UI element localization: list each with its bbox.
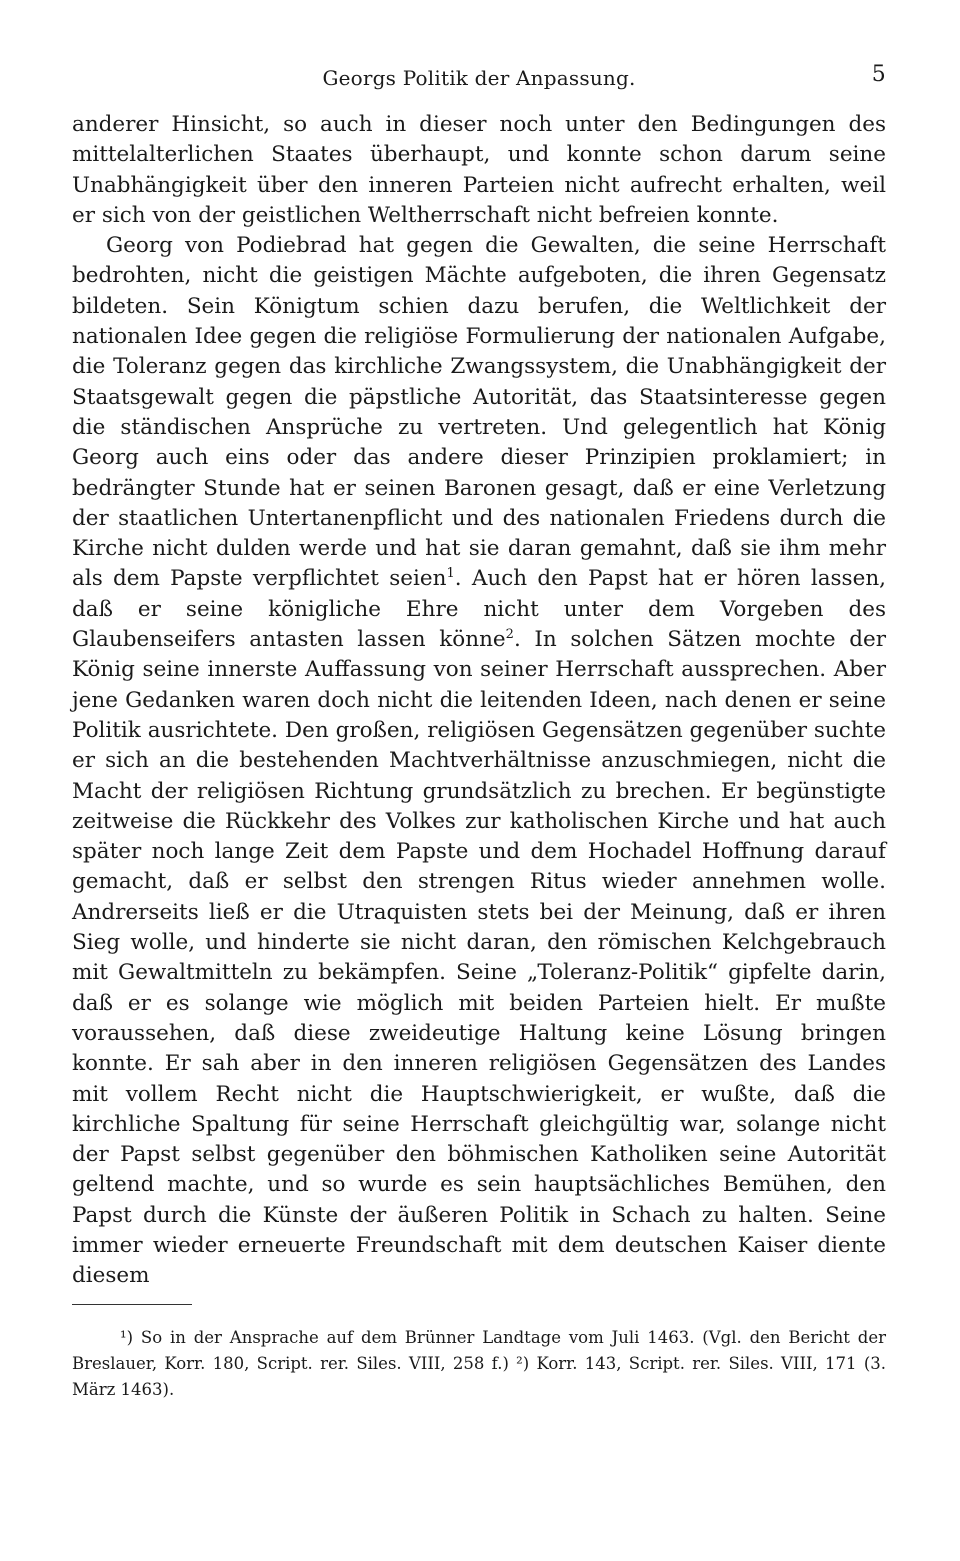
footnotes xyxy=(72,1325,886,1403)
paragraph-continued: anderer Hinsicht, so auch in dieser noch unter den Bedingungen des mittelalterlichen Staates überhaupt, und konnte schon darum seine Unabhängigkeit über den inneren Parteien nicht aufrecht erhalten, weil er sich von der geistlichen Weltherrschaft nicht befreien konnte. xyxy=(72,112,886,228)
footnote-text: ¹) So in der Ansprache auf dem Brünner Landtage vom Juli 1463. (Vgl. den Bericht der Breslauer, Korr. 180, Script. rer. Siles. VIII, 258 f.) ²) Korr. 143, Script. rer. Siles. VIII, 171 (3. März 1463). xyxy=(72,1327,886,1399)
main-text xyxy=(72,110,886,1292)
paragraph-text-part-3: . In solchen Sätzen mochte der König seine innerste Auffassung von seiner Herrschaft aussprechen. Aber jene Gedanken waren doch nicht die leitenden Ideen, nach denen er seine Politik ausrichtete. Den großen, religiösen Gegensätzen gegenüber suchte er sich an die bestehenden Machtverhältnisse anzuschmiegen, nicht die Macht der religiösen Richtung grundsätzlich zu brechen. Er begünstigte zeitweise die Rückkehr des Volkes zur katholischen Kirche und hat auch später noch lange Zeit dem Papste und dem Hochadel Hoffnung darauf gemacht, daß er selbst den strengen Ritus wieder annehmen wolle. Andrerseits ließ er die Utraquisten stets bei der Meinung, daß er ihren Sieg wolle, und hinderte sie nicht daran, den römischen Kelchgebrauch mit Gewaltmitteln zu bekämpfen. Seine „Toleranz-Politik“ gipfelte darin, daß er es solange wie möglich mit beiden Parteien hielt. Er mußte voraussehen, daß diese zweideutige Haltung keine Lösung bringen konnte. Er sah aber in den inneren religiösen Gegensätzen des Landes mit vollem Recht nicht die Hauptschwierigkeit, er wußte, daß die kirchliche Spaltung für seine Herrschaft gleichgültig war, solange nicht der Papst selbst gegenüber den böhmischen Katholiken seine Autorität geltend machte, und so wurde es sein hauptsächliches Bemühen, den Papst durch die Künste der äußeren Politik in Schach zu halten. Seine immer wieder erneuerte Freundschaft mit dem deutschen Kaiser diente diesem xyxy=(72,627,886,1289)
running-title: Georgs Politik der Anpassung. xyxy=(322,66,636,90)
running-header xyxy=(72,58,886,92)
footnote-separator xyxy=(72,1304,192,1305)
paragraph xyxy=(72,231,886,1291)
paragraph-text-part-1: Georg von Podiebrad hat gegen die Gewalten, die seine Herrschaft bedrohten, nicht die geistigen Mächte aufgeboten, die ihren Gegensatz bildeten. Sein Königtum schien dazu berufen, die Weltlichkeit der nationalen Idee gegen die religiöse Formulierung der nationalen Aufgabe, die Toleranz gegen das kirchliche Zwangssystem, die Unabhängigkeit der Staatsgewalt gegen die päpstliche Autorität, das Staatsinteresse gegen die ständischen Ansprüche zu vertreten. Und gelegentlich hat König Georg auch eins oder das andere dieser Prinzipien proklamiert; in bedrängter Stunde hat er seinen Baronen gesagt, daß er eine Verletzung der staatlichen Untertanenpflicht und des nationalen Friedens durch die Kirche nicht dulden werde und hat sie daran gemahnt, daß sie ihm mehr als dem Papste verpflichtet seien xyxy=(72,233,886,592)
footnote-ref-1[interactable]: 1 xyxy=(446,566,455,582)
page-number: 5 xyxy=(871,62,886,87)
document-page xyxy=(72,58,886,1403)
footnote-ref-2[interactable]: 2 xyxy=(505,626,514,642)
paragraph-text-part-2: . Auch den Papst hat er hören lassen, daß er seine königliche Ehre nicht unter dem Vorgeben des Glaubenseifers antasten lassen könne xyxy=(72,566,886,653)
